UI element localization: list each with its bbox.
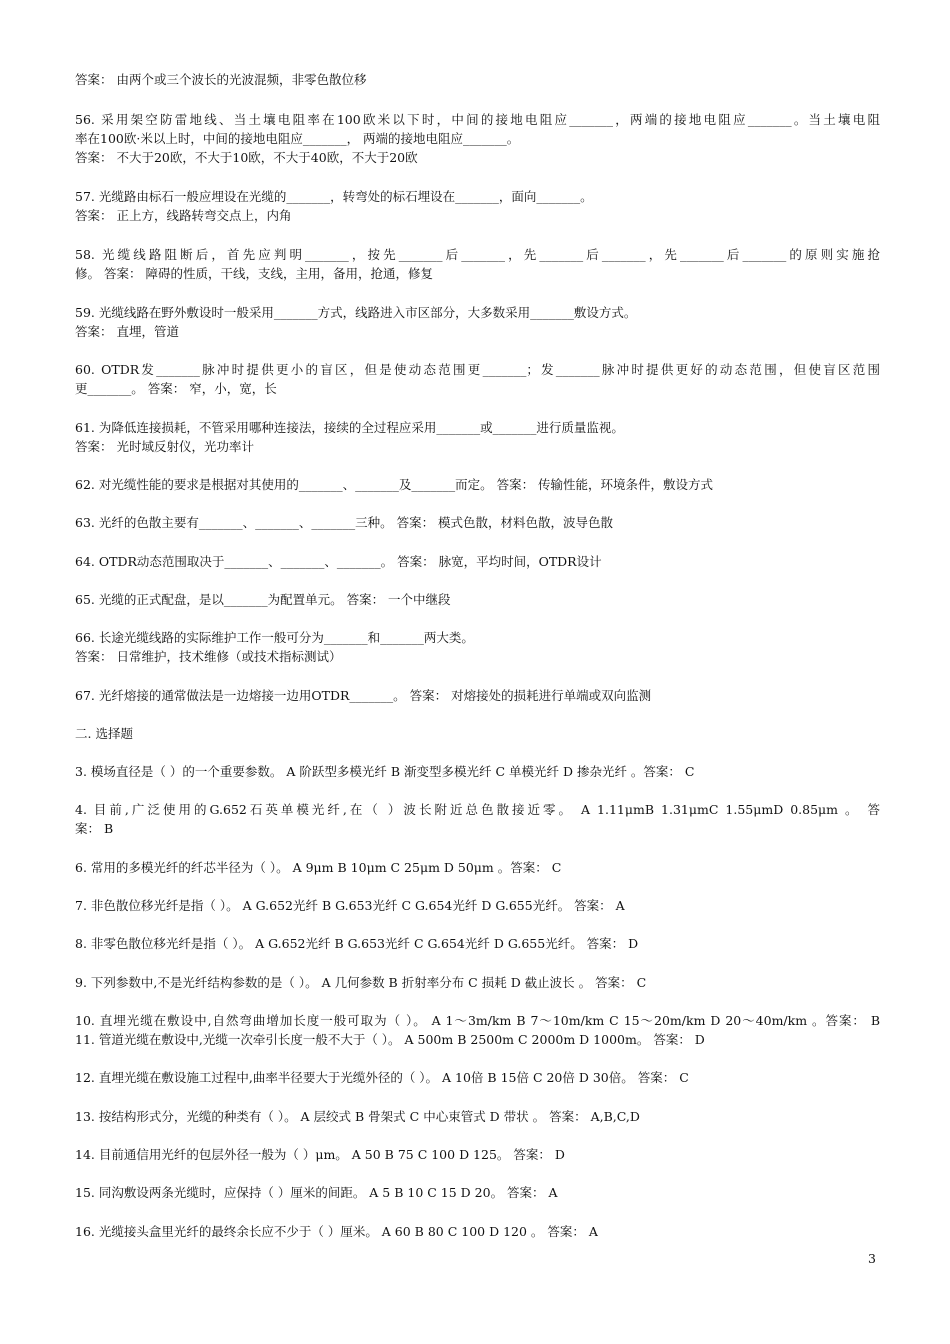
text-line: 16. 光缆接头盒里光纤的最终余长应不少于（ ）厘米。 A 60 B 80 C 100 D 120 。 答案： A [75, 1224, 598, 1239]
text-line: 10. 直埋光缆在敷设中,自然弯曲增加长度一般可取为（ ）。 A 1～3m/km B 7～10m/km C 15～20m/km D 20～40m/km 。答案： B [75, 1013, 880, 1028]
text-line: 62. 对光缆性能的要求是根据对其使用的_______、_______及_______而定。 答案： 传输性能，环境条件，敷设方式 [75, 477, 714, 492]
text-line: 修。 答案： 障碍的性质，干线，支线，主用，备用，抢通，修复 [75, 266, 433, 281]
text-line: 4. 目前,广泛使用的G.652石英单模光纤,在（ ）波长附近总色散接近零。 A 1.11μmB 1.31μmC 1.55μmD 0.85μm 。 答 [75, 802, 880, 817]
text-line: 57. 光缆路由标石一般应埋设在光缆的_______，转弯处的标石埋设在_______，面向_______。 [75, 189, 593, 204]
text-line: 60. OTDR发_______脉冲时提供更小的盲区，但是使动态范围更_______；发_______脉冲时提供更好的动态范围，但使盲区范围 [75, 362, 880, 377]
text-line: 12. 直埋光缆在敷设施工过程中,曲率半径要大于光缆外径的（ ）。 A 10倍 B 15倍 C 20倍 D 30倍。 答案： C [75, 1070, 689, 1085]
text-line: 58. 光缆线路阻断后，首先应判明_______，按先_______后_______，先_______后_______，先_______后_______的原则实施抢 [75, 247, 880, 262]
text-line: 61. 为降低连接损耗，不管采用哪种连接法，接续的全过程应采用_______或_______进行质量监视。 [75, 420, 624, 435]
text-line: 8. 非零色散位移光纤是指（ ）。 A G.652光纤 B G.653光纤 C G.654光纤 D G.655光纤。 答案： D [75, 936, 639, 951]
text-line: 更_______。 答案： 窄，小，宽，长 [75, 381, 277, 396]
text-line: 案： B [75, 821, 114, 836]
text-line: 65. 光缆的正式配盘，是以_______为配置单元。 答案： 一个中继段 [75, 592, 451, 607]
section-heading: 二. 选择题 [75, 726, 133, 741]
text-line: 64. OTDR动态范围取决于_______、_______、_______。 答案： 脉宽，平均时间，OTDR设计 [75, 554, 602, 569]
text-line: 9. 下列参数中,不是光纤结构参数的是（ ）。 A 几何参数 B 折射率分布 C 损耗 D 截止波长 。 答案： C [75, 975, 647, 990]
text-line: 66. 长途光缆线路的实际维护工作一般可分为_______和_______两大类。 [75, 630, 474, 645]
text-line: 答案： 光时域反射仪，光功率计 [75, 439, 254, 454]
text-line: 答案： 日常维护，技术维修（或技术指标测试） [75, 649, 342, 664]
text-line: 67. 光纤熔接的通常做法是一边熔接一边用OTDR_______。 答案： 对熔接处的损耗进行单端或双向监测 [75, 688, 652, 703]
text-line: 答案： 直埋，管道 [75, 324, 179, 339]
text-line: 答案： 不大于20欧，不大于10欧，不大于40欧，不大于20欧 [75, 150, 418, 165]
page-number: 3 [868, 1251, 876, 1266]
text-line: 63. 光纤的色散主要有_______、_______、_______三种。 答案： 模式色散，材料色散，波导色散 [75, 515, 614, 530]
text-line: 56. 采用架空防雷地线、当土壤电阻率在100欧米以下时，中间的接地电阻应_______，两端的接地电阻应_______。当土壤电阻 [75, 112, 880, 127]
text-line: 14. 目前通信用光纤的包层外径一般为（ ）μm。 A 50 B 75 C 100 D 125。 答案： D [75, 1147, 565, 1162]
text-line: 13. 按结构形式分，光缆的种类有（ ）。 A 层绞式 B 骨架式 C 中心束管式 D 带状 。 答案： A,B,C,D [75, 1109, 640, 1124]
text-line: 7. 非色散位移光纤是指（ ）。 A G.652光纤 B G.653光纤 C G.654光纤 D G.655光纤。 答案： A [75, 898, 625, 913]
text-line: 59. 光缆线路在野外敷设时一般采用_______方式，线路进入市区部分，大多数采用_______敷设方式。 [75, 305, 637, 320]
text-line: 答案： 正上方，线路转弯交点上，内角 [75, 208, 292, 223]
text-line: 率在100欧·米以上时，中间的接地电阻应_______， 两端的接地电阻应_______。 [75, 131, 520, 146]
text-line: 15. 同沟敷设两条光缆时，应保持（ ）厘米的间距。 A 5 B 10 C 15 D 20。 答案： A [75, 1185, 558, 1200]
text-line: 6. 常用的多模光纤的纤芯半径为（ ）。 A 9μm B 10μm C 25μm D 50μm 。答案： C [75, 860, 562, 875]
text-line: 11. 管道光缆在敷设中,光缆一次牵引长度一般不大于（ ）。 A 500m B 2500m C 2000m D 1000m。 答案： D [75, 1032, 705, 1047]
text-line: 3. 模场直径是（ ）的一个重要参数。 A 阶跃型多模光纤 B 渐变型多模光纤 C 单模光纤 D 掺杂光纤 。答案： C [75, 764, 695, 779]
text-line: 答案： 由两个或三个波长的光波混频，非零色散位移 [75, 72, 367, 87]
